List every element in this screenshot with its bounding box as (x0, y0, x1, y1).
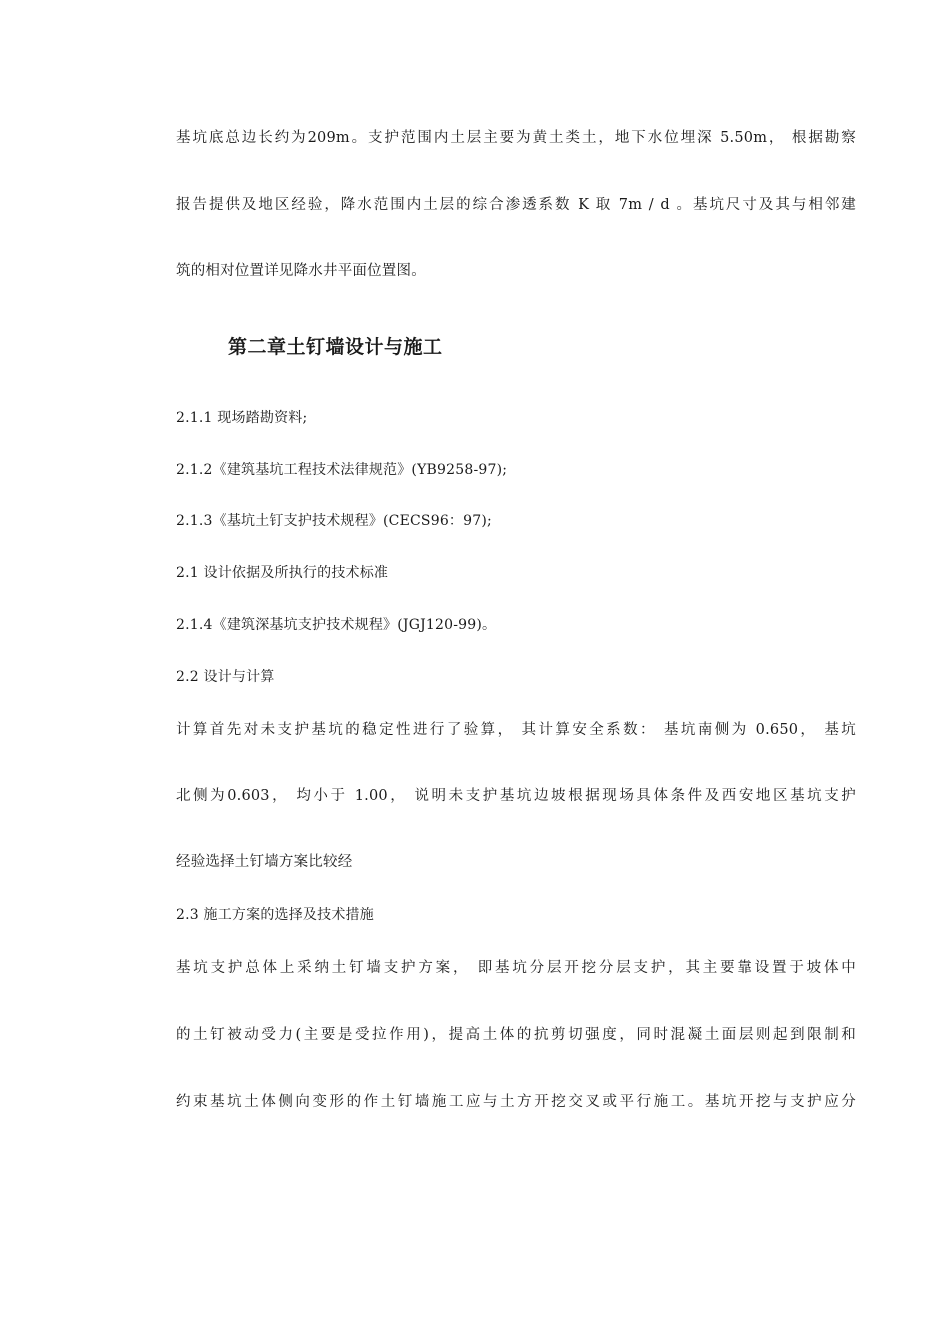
section-heading-2-3: 2.3 施工方案的选择及技术措施 (176, 907, 374, 923)
intro-line-3: 筑的相对位置详见降水井平面位置图。 (176, 263, 426, 279)
calc-line-2: 北侧为0.603， 均小于 1.00， 说明未支护基坑边坡根据现场具体条件及西安地区基坑支护 (176, 788, 856, 804)
section-heading-2-2: 2.2 设计与计算 (176, 669, 275, 685)
intro-line-1: 基坑底总边长约为209m。支护范围内土层主要为黄土类土，地下水位埋深 5.50m， 根据勘察 (176, 130, 856, 146)
reference-item-2-1-2: 2.1.2《建筑基坑工程技术法律规范》(YB9258-97); (176, 462, 508, 478)
reference-item-2-1-1: 2.1.1 现场踏勘资料; (176, 410, 308, 426)
intro-line-2: 报告提供及地区经验，降水范围内土层的综合渗透系数 K 取 7m / d 。基坑尺寸及其与相邻建 (176, 197, 856, 213)
section-2-3-line-3: 约束基坑土体侧向变形的作土钉墙施工应与土方开挖交叉或平行施工。基坑开挖与支护应分 (176, 1094, 856, 1110)
section-heading-2-1: 2.1 设计依据及所执行的技术标准 (176, 565, 389, 581)
chapter-title: 第二章土钉墙设计与施工 (228, 336, 443, 358)
calc-line-3: 经验选择土钉墙方案比较经 (176, 854, 353, 870)
section-2-3-line-2: 的土钉被动受力(主要是受拉作用)，提高土体的抗剪切强度，同时混凝土面层则起到限制和 (176, 1027, 856, 1043)
calc-line-1: 计算首先对未支护基坑的稳定性进行了验算， 其计算安全系数： 基坑南侧为 0.650， 基坑 (176, 722, 856, 738)
reference-item-2-1-4: 2.1.4《建筑深基坑支护技术规程》(JGJ120-99)。 (176, 617, 497, 633)
reference-item-2-1-3: 2.1.3《基坑土钉支护技术规程》(CECS96：97); (176, 513, 492, 529)
section-2-3-line-1: 基坑支护总体上采纳土钉墙支护方案， 即基坑分层开挖分层支护，其主要靠设置于坡体中 (176, 960, 856, 976)
